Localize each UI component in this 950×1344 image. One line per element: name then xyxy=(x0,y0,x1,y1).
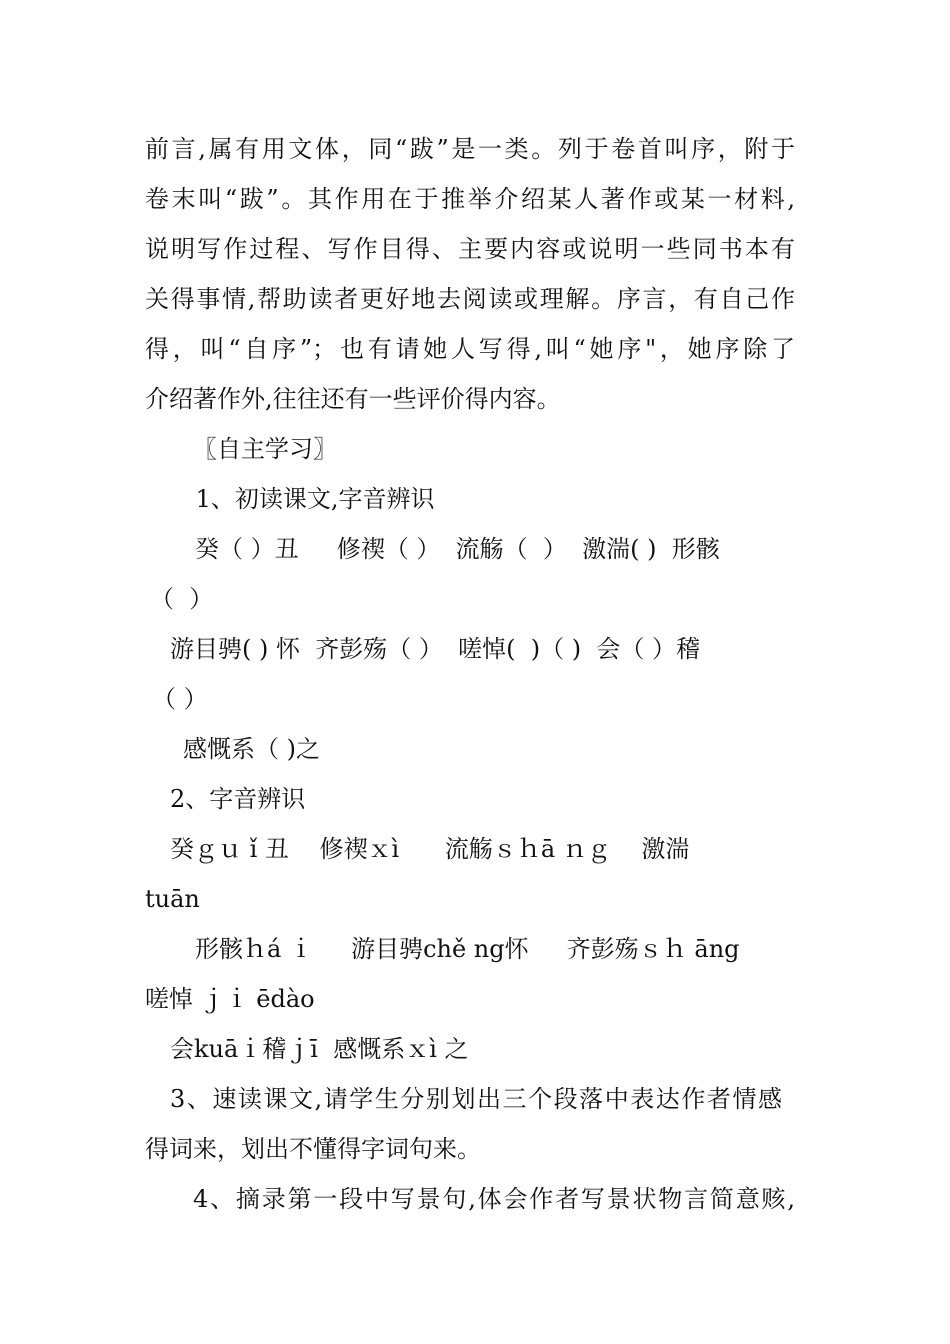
intro-line-3: 说明写作过程、写作目得、主要内容或说明一些同书本有 xyxy=(145,235,795,263)
item1-row1: 癸（ ）丑 修禊（ ） 流觞（ ） 激湍( ) 形骸 xyxy=(195,535,720,563)
item2-row3: 嗟悼 ｊｉ ēdào xyxy=(145,985,315,1013)
item1-row3: 感慨系（ )之 xyxy=(183,735,320,763)
item1-row2-cont: （ ） xyxy=(152,685,208,713)
item1-row1-cont: （ ） xyxy=(150,585,214,613)
intro-line-5: 得，叫“自序”；也有请她人写得,叫“她序"，她序除了 xyxy=(145,335,795,363)
intro-line-6: 介绍著作外,往往还有一些评价得内容。 xyxy=(145,385,561,413)
item2-row2: 形骸ｈá ｉ 游目骋chě ng怀 齐彭殇ｓｈ āng xyxy=(195,935,740,963)
item3-line-2: 得词来，划出不懂得字词句来。 xyxy=(145,1135,481,1163)
item3-line-1: 3、速读课文,请学生分别划出三个段落中表达作者情感 xyxy=(170,1085,782,1113)
intro-line-1: 前言,属有用文体，同“跋”是一类。列于卷首叫序，附于 xyxy=(145,135,795,163)
intro-line-2: 卷末叫“跋”。其作用在于推举介绍某人著作或某一材料, xyxy=(145,185,795,213)
section-heading: 〖自主学习〗 xyxy=(193,435,337,463)
item2-heading: 2、字音辨识 xyxy=(170,785,306,813)
item1-heading: 1、初读课文,字音辨识 xyxy=(188,485,435,513)
item1-row2: 游目骋( ) 怀 齐彭殇（ ） 嗟悼( )（ ) 会（ ）稽 xyxy=(170,635,700,663)
item4-line-1: 4、摘录第一段中写景句,体会作者写景状物言简意赅, xyxy=(193,1185,795,1213)
intro-line-4: 关得事情,帮助读者更好地去阅读或理解。序言，有自己作 xyxy=(145,285,795,313)
item2-row1: 癸ｇｕ ǐ 丑 修禊ｘì 流觞ｓｈā ｎｇ 激湍 xyxy=(170,835,690,863)
item2-row1-cont: tuān xyxy=(145,885,200,913)
item2-row4: 会kuāｉ稽ｊī 感慨系ｘì 之 xyxy=(170,1035,469,1063)
